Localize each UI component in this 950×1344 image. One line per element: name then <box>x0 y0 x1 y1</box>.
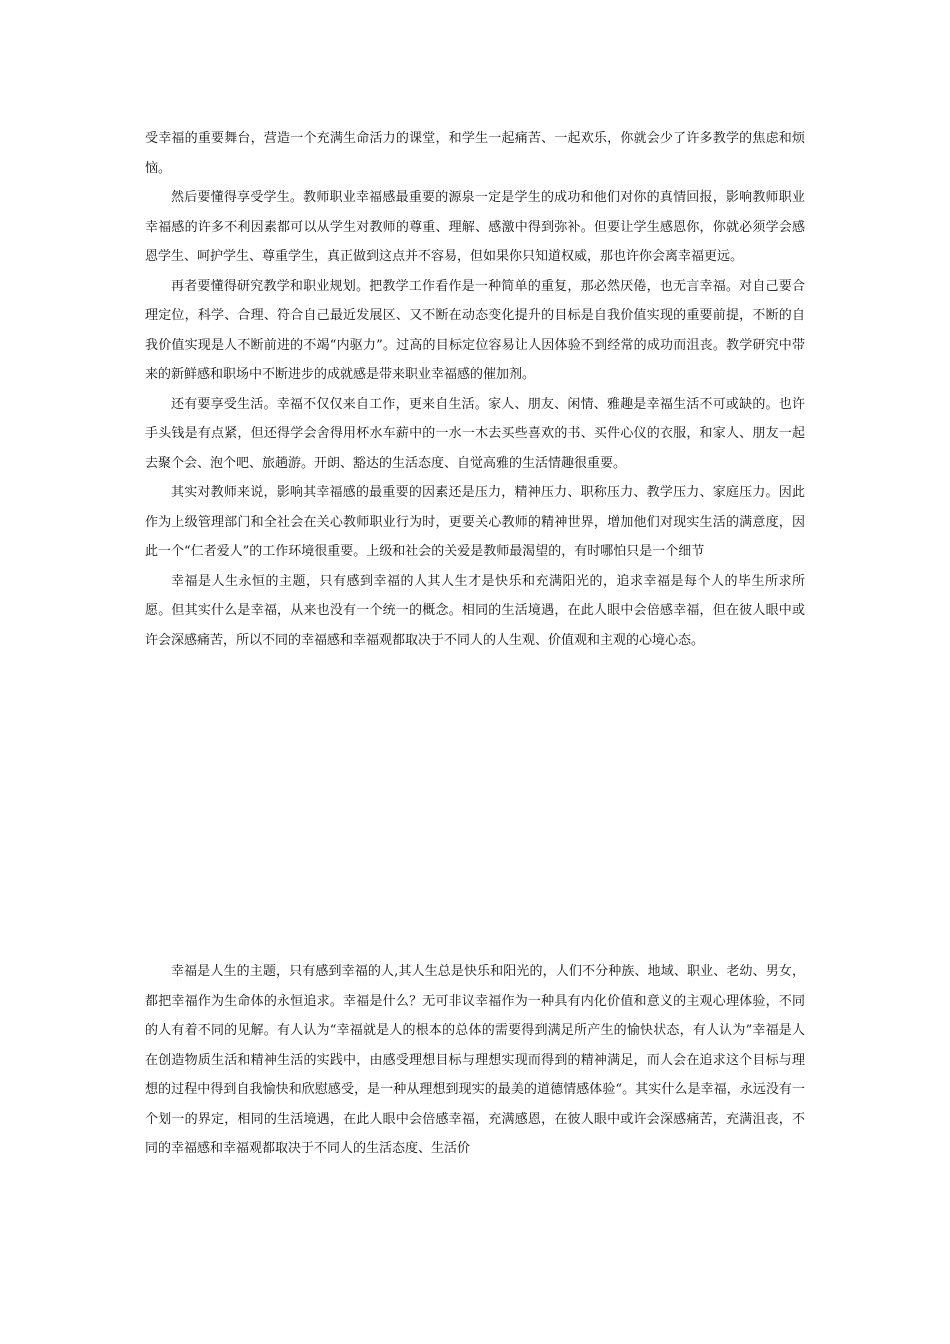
paragraph-happiness-definition: 幸福是人生的主题，只有感到幸福的人,其人生总是快乐和阳光的，人们不分种族、地域、职业、老幼、男女，都把幸福作为生命体的永恒追求。幸福是什么？无可非议幸福作为一种具有内化价值和意义的主观心理体验，不同的人有着不同的见解。有人认为“幸福就是人的根本的总体的需要得到满足所产生的愉快状态，有人认为”幸福是人在创造物质生活和精神生活的实践中，由感受理想目标与理想实现而得到的精神满足，而人会在追求这个目标与理想的过程中得到自我愉快和欣慰感受，是一种从理想到现实的最美的道德情感体验“。其实什么是幸福，永远没有一个划一的界定，相同的生活境遇，在此人眼中会倍感幸福，充满感恩，在彼人眼中或许会深感痛苦，充满沮丧，不同的幸福感和幸福观都取决于不同人的生活态度、生活价 <box>145 964 805 1156</box>
paragraph-enjoy-life: 还有要享受生活。幸福不仅仅来自工作，更来自生活。家人、朋友、闲情、雅趣是幸福生活不可或缺的。也许手头钱是有点紧，但还得学会舍得用杯水车薪中的一水一木去买些喜欢的书、买件心仪的衣服，和家人、朋友一起去聚个会、泡个吧、旅趟游。开朗、豁达的生活态度、自觉高雅的生活情趣很重要。 <box>145 396 805 471</box>
paragraph-enjoy-students: 然后要懂得享受学生。教师职业幸福感最重要的源泉一定是学生的成功和他们对你的真情回报，影响教师职业幸福感的许多不利因素都可以从学生对教师的尊重、理解、感激中得到弥补。但要让学生感恩你，你就必须学会感恩学生、呵护学生、尊重学生，真正做到这点并不容易，但如果你只知道权威，那也许你会离幸福更远。 <box>145 190 805 264</box>
section-two <box>145 957 805 1164</box>
paragraph-research-planning: 再者要懂得研究教学和职业规划。把教学工作看作是一种简单的重复，那必然厌倦，也无言幸福。对自己要合理定位，科学、合理、符合自己最近发展区、又不断在动态变化提升的目标是自我价值实现的重要前提，不断的自我价值实现是人不断前进的不竭“内驱力”。过高的目标定位容易让人因体验不到经常的成功而沮丧。教学研究中带来的新鲜感和职场中不断进步的成就感是带来职业幸福感的催加剂。 <box>145 278 805 382</box>
paragraph-pressure: 其实对教师来说，影响其幸福感的最重要的因素还是压力，精神压力、职称压力、教学压力、家庭压力。因此作为上级管理部门和全社会在关心教师职业行为时，更要关心教师的精神世界，增加他们对现实生活的满意度，因此一个“仁者爱人”的工作环境很重要。上级和社会的关爱是教师最渴望的，有时哪怕只是一个细节 <box>145 485 805 559</box>
section-one <box>145 124 805 655</box>
paragraph-continued: 受幸福的重要舞台，营造一个充满生命活力的课堂，和学生一起痛苦、一起欢乐，你就会少了许多教学的焦虑和烦恼。 <box>145 131 805 176</box>
paragraph-happiness-theme: 幸福是人生永恒的主题，只有感到幸福的人其人生才是快乐和充满阳光的，追求幸福是每个人的毕生所求所愿。但其实什么是幸福，从来也没有一个统一的概念。相同的生活境遇，在此人眼中会倍感幸福，但在彼人眼中或许会深感痛苦，所以不同的幸福感和幸福观都取决于不同人的人生观、价值观和主观的心境心态。 <box>145 573 805 648</box>
